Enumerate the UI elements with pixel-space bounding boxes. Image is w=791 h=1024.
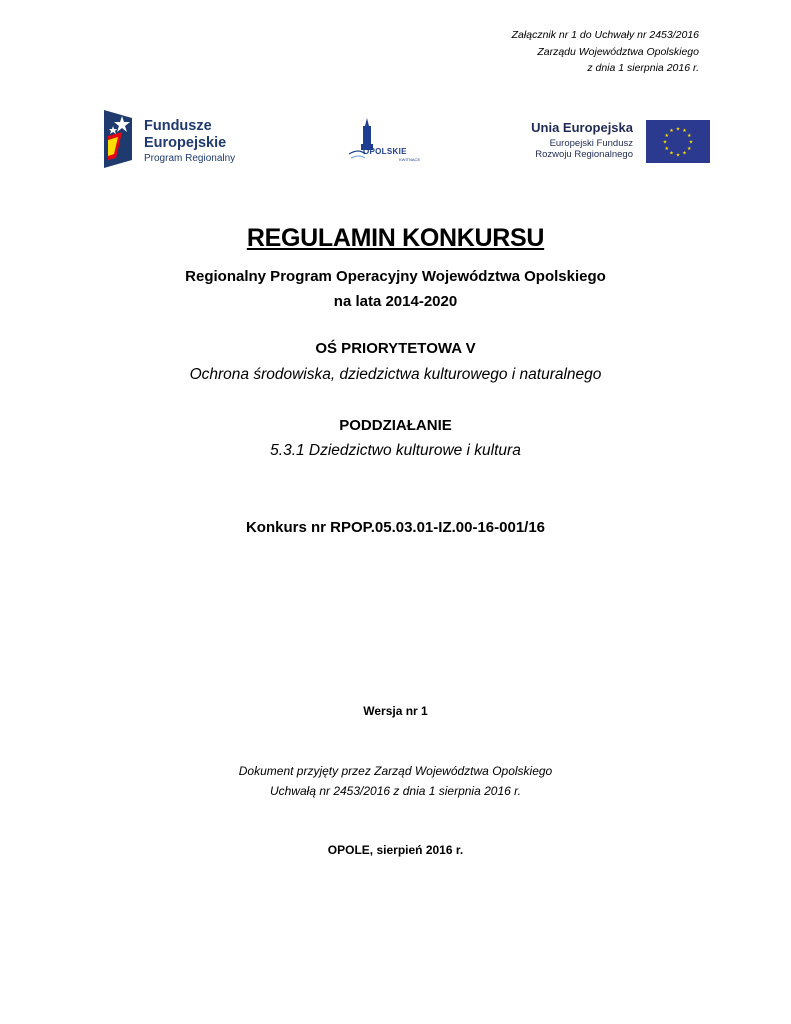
priority-axis-text: Ochrona środowiska, dziedzictwa kulturowego i naturalnego [189, 366, 602, 383]
ue-line-1: Unia Europejska [531, 120, 633, 135]
program-name [0, 264, 791, 314]
eu-star-icon: ★ [662, 139, 668, 146]
eu-star-icon: ★ [687, 145, 692, 152]
fe-line-2: Europejskie [144, 135, 227, 151]
fundusze-europejskie-icon [104, 110, 136, 168]
eu-star-icon: ★ [669, 150, 674, 157]
attachment-line-2: Zarządu Województwa Opolskiego [537, 45, 699, 58]
eu-flag-icon [646, 120, 710, 163]
attachment-line-1: Załącznik nr 1 do Uchwały nr 2453/2016 [511, 29, 699, 41]
eu-star-icon: ★ [664, 132, 669, 139]
ue-line-2: Europejski Fundusz [549, 138, 633, 149]
subaction-heading: PODDZIAŁANIE [339, 417, 452, 434]
eu-star-icon: ★ [669, 128, 674, 135]
fe-line-3: Program Regionalny [144, 153, 236, 164]
eu-star-icon: ★ [675, 152, 681, 159]
logo-bar [0, 0, 791, 200]
contest-number: Konkurs nr RPOP.05.03.01-IZ.00-16-001/16 [245, 519, 546, 536]
attachment-line-3: z dnia 1 sierpnia 2016 r. [587, 62, 699, 74]
opolskie-sub: KWITNACE [399, 157, 421, 162]
priority-axis-heading: OŚ PRIORYTETOWA V [315, 340, 476, 357]
fe-line-1: Fundusze [144, 118, 212, 134]
ue-line-3: Rozwoju Regionalnego [535, 149, 633, 160]
eu-star-icon: ★ [675, 126, 681, 133]
eu-star-icon: ★ [688, 139, 694, 146]
opolskie-label: OPOLSKIE [363, 147, 407, 156]
adoption-line-1: Dokument przyjęty przez Zarząd Województwa Opolskiego [238, 764, 553, 778]
adoption-note [0, 761, 791, 801]
program-line-1: Regionalny Program Operacyjny Województwa Opolskiego [185, 268, 606, 285]
program-line-2: na lata 2014-2020 [333, 293, 458, 310]
subaction-text: 5.3.1 Dziedzictwo kulturowe i kultura [270, 442, 521, 459]
place-date: OPOLE, sierpień 2016 r. [327, 843, 464, 857]
unia-europejska-logo [525, 118, 715, 166]
document-title: REGULAMIN KONKURSU [246, 224, 545, 252]
eu-star-icon: ★ [664, 145, 669, 152]
eu-star-icon: ★ [682, 128, 687, 135]
eu-star-icon: ★ [682, 150, 687, 157]
opolskie-logo [345, 118, 425, 166]
version-label: Wersja nr 1 [363, 704, 428, 718]
fundusze-europejskie-logo [104, 110, 254, 170]
eu-star-icon: ★ [687, 132, 692, 139]
adoption-line-2: Uchwałą nr 2453/2016 z dnia 1 sierpnia 2016 r. [269, 784, 522, 798]
